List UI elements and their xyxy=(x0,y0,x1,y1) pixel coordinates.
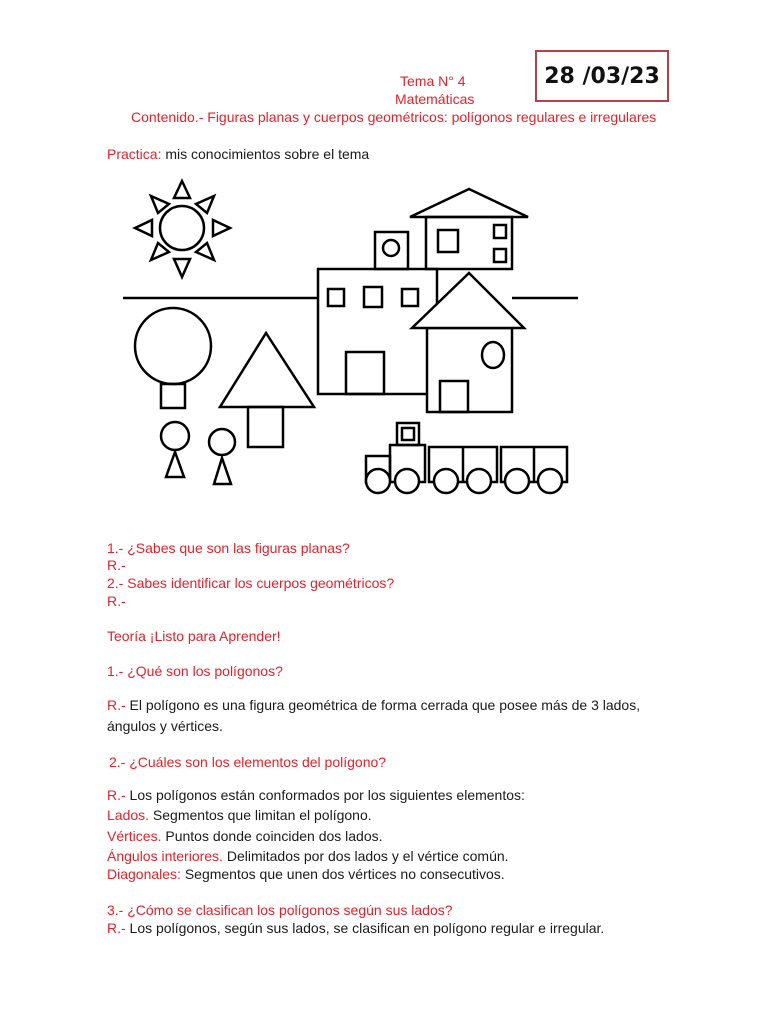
element-interior-angles xyxy=(107,848,509,864)
element-term: Ángulos interiores. xyxy=(107,848,223,864)
answer-2-label: R.- xyxy=(107,593,126,609)
element-desc: Puntos donde coinciden dos lados. xyxy=(161,828,383,844)
train-cabin-window xyxy=(402,428,414,440)
train-wheel-3 xyxy=(434,469,458,493)
train-cabin-top xyxy=(397,423,419,445)
topic-number: Tema N° 4 xyxy=(400,73,466,89)
element-desc: Delimitados por dos lados y el vértice común. xyxy=(222,848,509,864)
theory-question-2: 2.- ¿Cuáles son los elementos del polígono? xyxy=(109,754,387,770)
tall-building-window xyxy=(438,230,458,252)
element-vertices xyxy=(107,828,383,844)
element-term: Vértices. xyxy=(107,828,162,844)
theory-answer-2-text: Los polígonos están conformados por los siguientes elementos: xyxy=(125,787,525,803)
sun-ray-right xyxy=(213,220,230,236)
sun-ray-bottomright xyxy=(196,243,214,260)
theory-answer-1-line1 xyxy=(107,697,640,713)
chimney-box xyxy=(375,232,408,269)
triangle-tree-trunk xyxy=(248,407,283,447)
sun-ray-topright xyxy=(196,196,214,213)
practice-label: Practica: xyxy=(107,146,162,162)
sun-ray-bottom xyxy=(174,259,190,277)
middle-window-1 xyxy=(328,289,344,306)
theory-answer-3-text: Los polígonos, según sus lados, se clasifican en polígono regular e irregular. xyxy=(125,920,605,936)
theory-answer-1-line2: ángulos y vértices. xyxy=(107,718,223,734)
element-desc: Segmentos que limitan el polígono. xyxy=(149,807,372,823)
train-wheel-6 xyxy=(538,469,562,493)
chimney-circle xyxy=(383,240,399,256)
person2-head xyxy=(209,429,235,455)
tall-building-window-small2 xyxy=(494,249,506,262)
middle-window-3 xyxy=(402,289,418,306)
person1-head xyxy=(161,422,189,450)
sun-ray-left xyxy=(135,220,152,236)
person1-body xyxy=(166,452,184,477)
train-wheel-1 xyxy=(366,469,390,493)
theory-answer-2 xyxy=(107,787,525,803)
middle-window-2 xyxy=(364,287,382,307)
theory-answer-3-label: R.- xyxy=(107,920,126,936)
element-term: Lados. xyxy=(107,807,150,823)
sun-circle xyxy=(160,206,204,250)
round-tree-crown xyxy=(135,308,211,384)
front-house-roof xyxy=(412,273,524,328)
theory-answer-1-label: R.- xyxy=(107,697,126,713)
element-term: Diagonales: xyxy=(107,866,181,882)
round-tree-trunk xyxy=(161,384,185,408)
person2-body xyxy=(214,458,231,484)
train-wheel-2 xyxy=(395,469,419,493)
question-1: 1.- ¿Sabes que son las figuras planas? xyxy=(107,540,350,556)
triangle-tree-crown xyxy=(220,333,314,407)
sun-ray-bottomleft xyxy=(151,243,169,260)
train-wheel-5 xyxy=(505,469,529,493)
theory-question-1: 1.- ¿Qué son los polígonos? xyxy=(107,663,283,679)
middle-door xyxy=(346,352,384,394)
date-text: 28 /03/23 xyxy=(544,63,660,89)
sun-ray-topleft xyxy=(151,196,169,213)
theory-answer-3 xyxy=(107,920,604,936)
practice-text: mis conocimientos sobre el tema xyxy=(161,146,370,162)
element-sides xyxy=(107,807,372,823)
tall-building-roof xyxy=(410,189,528,217)
content-line: Contenido.- Figuras planas y cuerpos geométricos: polígonos regulares e irregulares xyxy=(131,109,657,125)
question-2: 2.- Sabes identificar los cuerpos geométricos? xyxy=(107,575,395,591)
theory-answer-2-label: R.- xyxy=(107,787,126,803)
theory-question-3: 3.- ¿Cómo se clasifican los polígonos según sus lados? xyxy=(107,902,453,918)
tall-building-window-small1 xyxy=(494,225,506,238)
theory-answer-1-text: El polígono es una figura geométrica de forma cerrada que posee más de 3 lados, xyxy=(125,697,641,713)
answer-1-label: R.- xyxy=(107,557,126,573)
subject-title: Matemáticas xyxy=(395,91,475,107)
element-diagonals xyxy=(107,866,505,882)
train-wheel-4 xyxy=(467,469,491,493)
element-desc: Segmentos que unen dos vértices no consecutivos. xyxy=(180,866,505,882)
sun-ray-top xyxy=(174,181,190,198)
theory-title: Teoría ¡Listo para Aprender! xyxy=(107,628,281,644)
